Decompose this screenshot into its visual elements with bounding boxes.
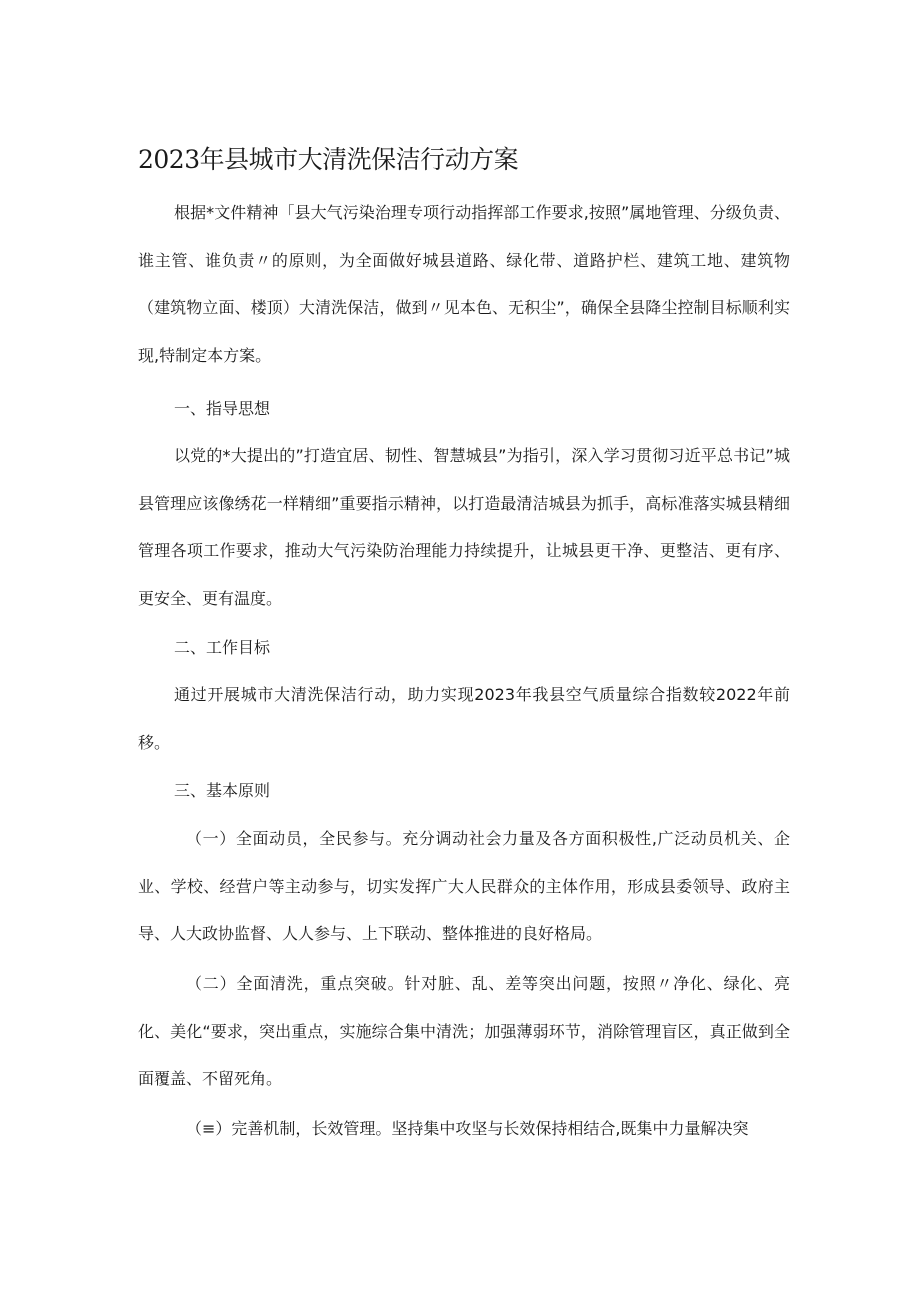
section-body-guiding-ideology: 以党的*大提出的”打造宜居、韧性、智慧城县”为指引，深入学习贯彻习近平总书记”城县管理应该像绣花一样精细”重要指示精神，以打造最清洁城县为抓手，高标准落实城县精细管理各项工作要求，推动大气污染防治理能力持续提升，让城县更干净、更整洁、更有序、更安全、更有温度。 xyxy=(138,446,790,608)
section-heading-guiding-ideology: 一、指导思想 xyxy=(174,399,271,418)
principle-item-2: （二）全面清洗，重点突破。针对脏、乱、差等突出问题，按照〃净化、绿化、亮化、美化“要求，突出重点，实施综合集中清洗；加强薄弱环节，消除管理盲区，真正做到全面覆盖、不留死角。 xyxy=(138,974,790,1088)
principle-item-1: （一）全面动员，全民参与。充分调动社会力量及各方面积极性,广泛动员机关、企业、学校、经营户等主动参与，切实发挥广大人民群众的主体作用，形成县委领导、政府主导、人大政协监督、人人参与、上下联动、整体推进的良好格局。 xyxy=(138,829,790,943)
intro-paragraph: 根据*文件精神「县大气污染治理专项行动指挥部工作要求,按照”属地管理、分级负责、谁主管、谁负责〃的原则，为全面做好城县道路、绿化带、道路护栏、建筑工地、建筑物（建筑物立面、楼顶）大清洗保洁，做到〃见本色、无积尘”，确保全县降尘控制目标顺利实现,特制定本方案。 xyxy=(138,203,790,365)
section-heading-basic-principles: 三、基本原则 xyxy=(174,781,271,800)
section-body-work-goals: 通过开展城市大清洗保洁行动，助力实现2023年我县空气质量综合指数较2022年前移。 xyxy=(138,685,790,752)
principle-item-3: （≡）完善机制，长效管理。坚持集中攻坚与长效保持相结合,既集中力量解决突 xyxy=(186,1119,749,1138)
page-title: 2023年县城市大清洗保洁行动方案 xyxy=(138,145,519,174)
section-heading-work-goals: 二、工作目标 xyxy=(174,638,271,657)
